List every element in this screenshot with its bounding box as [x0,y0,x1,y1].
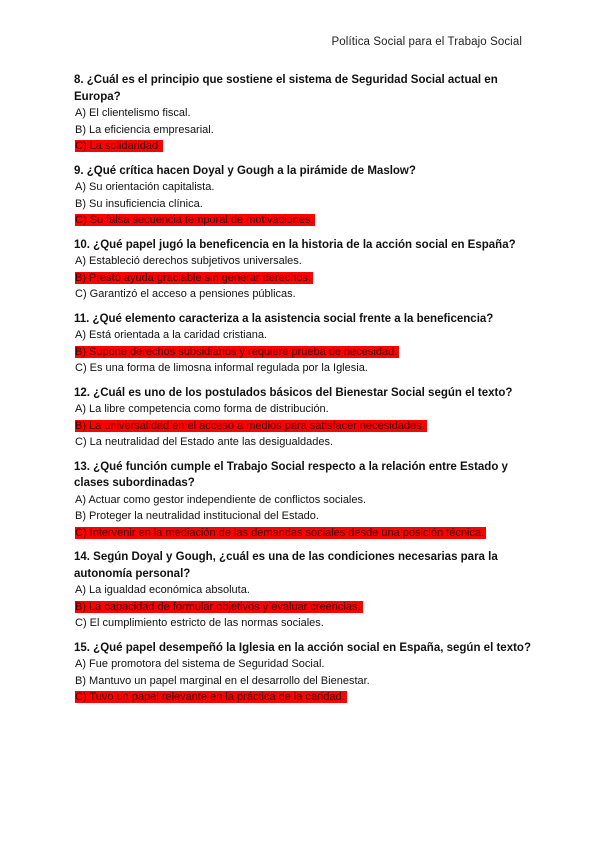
question-title: 12. ¿Cuál es uno de los postulados básicos del Bienestar Social según el texto? [74,386,513,399]
question-10 [74,237,534,303]
document-header-title: Política Social para el Trabajo Social [331,36,522,48]
answer-option-a: A) Estableció derechos subjetivos universales. [75,255,302,267]
answer-option-a: A) El clientelismo fiscal. [75,107,191,119]
question-11 [74,311,534,377]
question-14 [74,549,534,632]
answer-option-b-highlighted: B) La capacidad de formular objetivos y evaluar creencias. [75,600,361,613]
question-13 [74,459,534,542]
question-title: 13. ¿Qué función cumple el Trabajo Social respecto a la relación entre Estado y clases subordinadas? [74,460,508,489]
answer-option-b: B) Proteger la neutralidad institucional del Estado. [75,510,319,522]
question-title: 10. ¿Qué papel jugó la beneficencia en la historia de la acción social en España? [74,238,516,251]
answer-option-c: C) Garantizó el acceso a pensiones públicas. [75,288,296,300]
answer-option-a: A) La igualdad económica absoluta. [75,584,250,596]
answer-option-c: C) El cumplimiento estricto de las normas sociales. [75,617,324,629]
answer-option-a: A) Está orientada a la caridad cristiana. [75,329,267,341]
answer-option-c-highlighted: C) Tuvo un papel relevante en la práctica de la caridad. [75,691,345,703]
answer-option-c-highlighted: C) Su falsa secuencia temporal de motivaciones. [75,214,314,226]
answer-option-b: B) Su insuficiencia clínica. [75,197,203,210]
answer-option-b: B) Mantuvo un papel marginal en el desarrollo del Bienestar. [75,674,370,687]
answer-option-b: B) La eficiencia empresarial. [75,123,214,136]
question-title: 9. ¿Qué crítica hacen Doyal y Gough a la pirámide de Maslow? [74,164,416,177]
question-title: 11. ¿Qué elemento caracteriza a la asistencia social frente a la beneficencia? [74,312,494,325]
answer-option-c-highlighted: C) Intervenir en la mediación de las demandas sociales desde una posición técnica. [75,526,485,539]
question-8 [74,72,534,155]
question-list [74,72,534,714]
answer-option-a: A) Su orientación capitalista. [75,181,215,193]
answer-option-b-highlighted: B) Supone derechos subsidiarios y requiere prueba de necesidad. [75,345,398,358]
answer-option-b-highlighted: B) Prestó ayuda graciable sin generar derechos. [75,271,312,284]
answer-option-c: C) La neutralidad del Estado ante las desigualdades. [75,436,334,448]
question-title: 8. ¿Cuál es el principio que sostiene el sistema de Seguridad Social actual en Europa? [74,74,498,103]
question-12 [74,385,534,451]
answer-option-b-highlighted: B) La universalidad en el acceso a medios para satisfacer necesidades. [75,419,425,432]
question-title: 15. ¿Qué papel desempeñó la Iglesia en la acción social en España, según el texto? [74,641,531,654]
answer-option-c-highlighted: C) La solidaridad. [75,140,162,152]
answer-option-a: A) Fue promotora del sistema de Seguridad Social. [75,658,325,670]
answer-option-a: A) Actuar como gestor independiente de conflictos sociales. [75,493,367,506]
question-15 [74,640,534,706]
question-9 [74,163,534,229]
question-title: 14. Según Doyal y Gough, ¿cuál es una de las condiciones necesarias para la autonomía personal? [74,551,498,580]
answer-option-a: A) La libre competencia como forma de distribución. [75,403,329,415]
answer-option-c: C) Es una forma de limosna informal regulada por la Iglesia. [75,362,368,374]
